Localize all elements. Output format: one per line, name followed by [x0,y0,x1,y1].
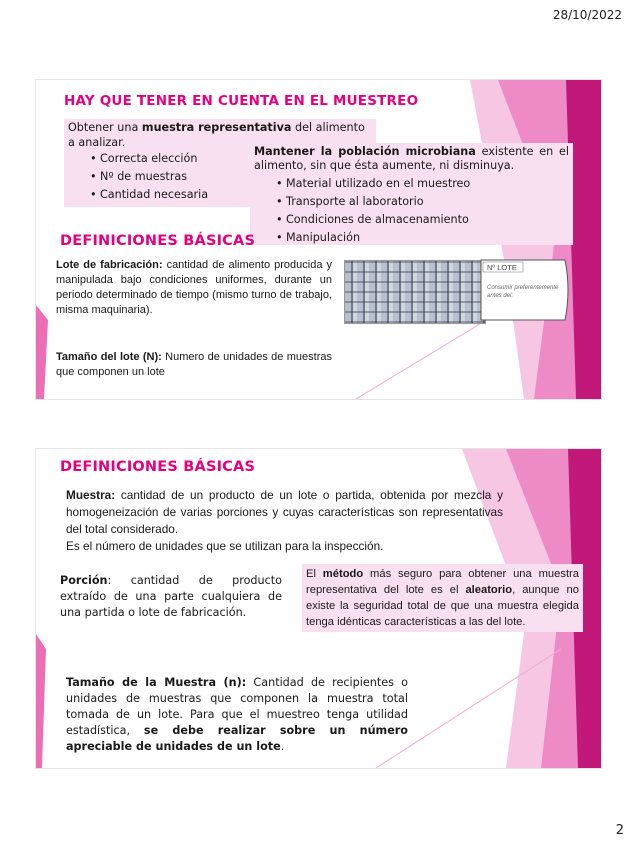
tamano-muestra-definition: Tamaño de la Muestra (n): Cantidad de recipientes o unidades de muestras que componen la muestra total tomada de un lote. Para que el muestreo tenga utilidad estadística, se debe realizar sobre un número apreciable de unidades de un lote. [66,676,408,753]
slide-1-title: HAY QUE TENER EN CUENTA EN EL MUESTREO [64,93,419,109]
slide-1 [36,80,601,399]
slide-1-subtitle: DEFINICIONES BÁSICAS [60,233,256,249]
lot-label-text: Consumir preferentemente antes del: [487,285,559,299]
product-batch-photo [344,260,486,324]
slide-2 [36,449,601,768]
sampling-intro: Obtener una muestra representativa del alimento a analizar. [68,121,365,149]
lot-label-title: Nº LOTE [487,263,517,272]
list-item: • Cantidad necesaria [90,186,372,204]
tamano-lote-definition: Tamaño del lote (N): Numero de unidades de muestras que componen un lote [56,351,332,378]
list-item: • Condiciones de almacenamiento [276,211,569,229]
list-item: • Manipulación [276,229,569,247]
page-number: 2 [615,823,624,838]
muestra-definition: Muestra: cantidad de un producto de un lote o partida, obtenida por mezcla y homogeneización de varias porciones y cuyas características son representativas del total considerado. Es el número de unidades que se utilizan para la inspección. [66,488,503,553]
sampling-lead: Mantener la población microbiana existente en el alimento, sin que ésta aumente, ni disminuya. [254,145,569,172]
lote-definition: Lote de fabricación: cantidad de alimento producida y manipulada bajo condiciones uniformes, durante un periodo determinado de tiempo (mismo turno de trabajo, misma maquinaria). [56,259,332,316]
metodo-box: El método más seguro para obtener una muestra representativa del lote es el aleatorio, aunque no existe la seguridad total de que una muestra elegida tenga idénticas características a las del lote. [302,564,583,632]
list-item: • Transporte al laboratorio [276,193,569,211]
lot-label-image [479,258,573,322]
deco-left-shape [36,634,46,768]
sampling-box-right [250,143,573,245]
slide-2-title: DEFINICIONES BÁSICAS [60,459,256,475]
sampling-right-list [254,175,569,247]
deco-left-shape [36,305,48,399]
porcion-definition: Porción: cantidad de producto extraído de una parte cualquiera de una partida o lote de fabricación. [60,574,282,619]
list-item: • Nº de muestras [90,168,372,186]
list-item: • Material utilizado en el muestreo [276,175,569,193]
page-date: 28/10/2022 [552,8,622,22]
list-item: • Correcta elección [90,150,372,168]
